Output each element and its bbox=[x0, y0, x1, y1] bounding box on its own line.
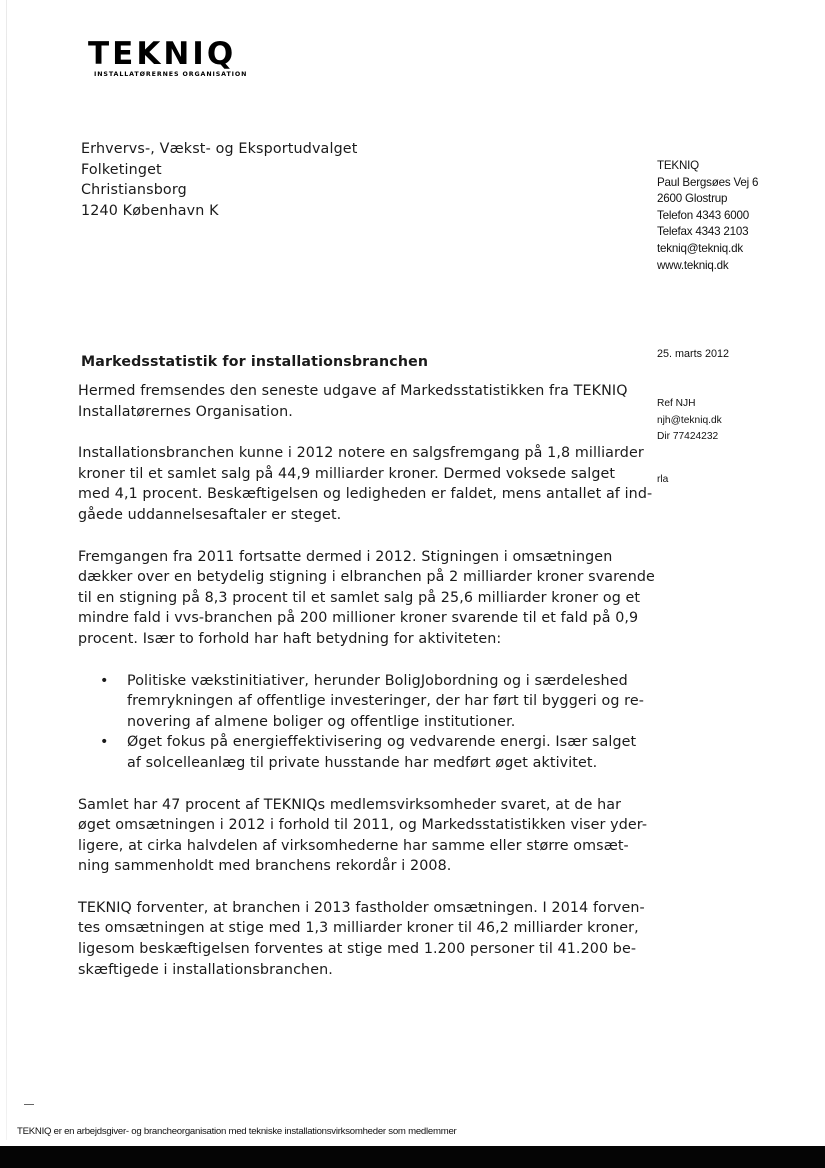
text-line: Hermed fremsendes den seneste udgave af Markedsstatistikken fra TEKNIQ bbox=[78, 383, 628, 399]
text-line: af solcelleanlæg til private husstande har medført øget aktivitet. bbox=[127, 754, 598, 771]
text-line: Samlet har 47 procent af TEKNIQs medlemsvirksomheder svaret, at de har bbox=[78, 796, 622, 813]
text-line: kroner til et samlet salg på 44,9 milliarder kroner. Dermed voksede salget bbox=[78, 465, 616, 482]
recipient-line: Folketinget bbox=[81, 161, 162, 178]
logo-subtitle: INSTALLATØRERNES ORGANISATION bbox=[94, 71, 248, 78]
text-line: Installationsbranchen kunne i 2012 notere en salgsfremgang på 1,8 milliarder bbox=[78, 445, 644, 462]
bullet-item bbox=[78, 671, 644, 733]
text-line: med 4,1 procent. Beskæftigelsen og ledigheden er faldet, mens antallet af ind- bbox=[78, 486, 653, 503]
recipient-line: Christiansborg bbox=[81, 182, 187, 199]
recipient-line: Erhvervs-, Vækst- og Eksportudvalget bbox=[81, 141, 358, 157]
text-line: Installatørernes Organisation. bbox=[78, 403, 293, 420]
text-line: skæftigede i installationsbranchen. bbox=[78, 961, 333, 978]
letter-body bbox=[78, 381, 655, 980]
reference-email: njh@tekniq.dk bbox=[657, 414, 722, 426]
recipient-line: 1240 København K bbox=[81, 203, 219, 220]
bullet-icon: • bbox=[100, 672, 109, 689]
bullet-item bbox=[78, 732, 638, 773]
paragraph-sales bbox=[78, 443, 653, 525]
sender-phone: Telefon 4343 6000 bbox=[657, 208, 750, 222]
reference-block bbox=[657, 396, 722, 446]
text-line: Politiske vækstinitiativer, herunder BoligJobordning og i særdeleshed bbox=[127, 672, 628, 689]
text-line: fremrykningen af offentlige investeringer, der har ført til byggeri og re- bbox=[127, 693, 644, 710]
text-line: gåede uddannelsesaftaler er steget. bbox=[78, 506, 342, 523]
footer-text: TEKNIQ er en arbejdsgiver- og brancheorganisation med tekniske installationsvirksomheder som medlemmer bbox=[17, 1126, 457, 1137]
direct-phone: Dir 77424232 bbox=[657, 431, 719, 443]
scan-edge bbox=[6, 0, 7, 1140]
text-line: tes omsætningen at stige med 1,3 milliarder kroner til 46,2 milliarder kroner, bbox=[78, 920, 639, 937]
sender-line: TEKNIQ bbox=[657, 159, 699, 172]
text-line: ligere, at cirka halvdelen af virksomhederne har samme eller større omsæt- bbox=[78, 837, 629, 854]
footer-divider bbox=[24, 1104, 34, 1105]
logo-wordmark: TEKNIQ bbox=[88, 36, 237, 72]
sender-line: Paul Bergsøes Vej 6 bbox=[657, 175, 759, 189]
bullet-list bbox=[78, 671, 644, 774]
text-line: mindre fald i vvs-branchen på 200 millioner kroner svarende til et fald på 0,9 bbox=[78, 610, 639, 627]
text-line: novering af almene boliger og offentlige institutioner. bbox=[127, 713, 516, 730]
tekniq-logo bbox=[88, 38, 247, 78]
sender-email: tekniq@tekniq.dk bbox=[657, 241, 743, 255]
sender-address bbox=[657, 158, 758, 274]
recipient-address bbox=[81, 139, 358, 222]
paragraph-forecast bbox=[78, 898, 645, 980]
sender-line: 2600 Glostrup bbox=[657, 192, 728, 206]
paragraph-progress bbox=[78, 547, 655, 650]
sender-fax: Telefax 4343 2103 bbox=[657, 225, 749, 239]
paragraph-members bbox=[78, 795, 648, 877]
letter-date: 25. marts 2012 bbox=[657, 348, 730, 360]
text-line: ligesom beskæftigelsen forventes at stige med 1.200 personer til 41.200 be- bbox=[78, 941, 637, 958]
bullet-icon: • bbox=[100, 734, 109, 751]
reference: Ref NJH bbox=[657, 398, 696, 409]
text-line: Fremgangen fra 2011 fortsatte dermed i 2012. Stigningen i omsætningen bbox=[78, 548, 613, 565]
text-line: dækker over en betydelig stigning i elbranchen på 2 milliarder kroner svarende bbox=[78, 569, 655, 586]
text-line: øget omsætningen i 2012 i forhold til 2011, og Markedsstatistikken viser yder- bbox=[78, 817, 648, 834]
text-line: TEKNIQ forventer, at branchen i 2013 fastholder omsætningen. I 2014 forven- bbox=[78, 899, 645, 916]
text-line: ning sammenholdt med branchens rekordår i 2008. bbox=[78, 858, 452, 875]
paragraph-intro bbox=[78, 381, 638, 422]
sender-website: www.tekniq.dk bbox=[657, 258, 729, 272]
text-line: procent. Især to forhold har haft betydning for aktiviteten: bbox=[78, 630, 502, 647]
letter-subject: Markedsstatistik for installationsbranchen bbox=[81, 354, 429, 370]
scan-bottom-bar bbox=[0, 1146, 825, 1168]
text-line: til en stigning på 8,3 procent til et samlet salg på 25,6 milliarder kroner og et bbox=[78, 589, 641, 606]
typist-initials: rla bbox=[657, 474, 669, 485]
text-line: Øget fokus på energieffektivisering og vedvarende energi. Især salget bbox=[127, 734, 637, 751]
